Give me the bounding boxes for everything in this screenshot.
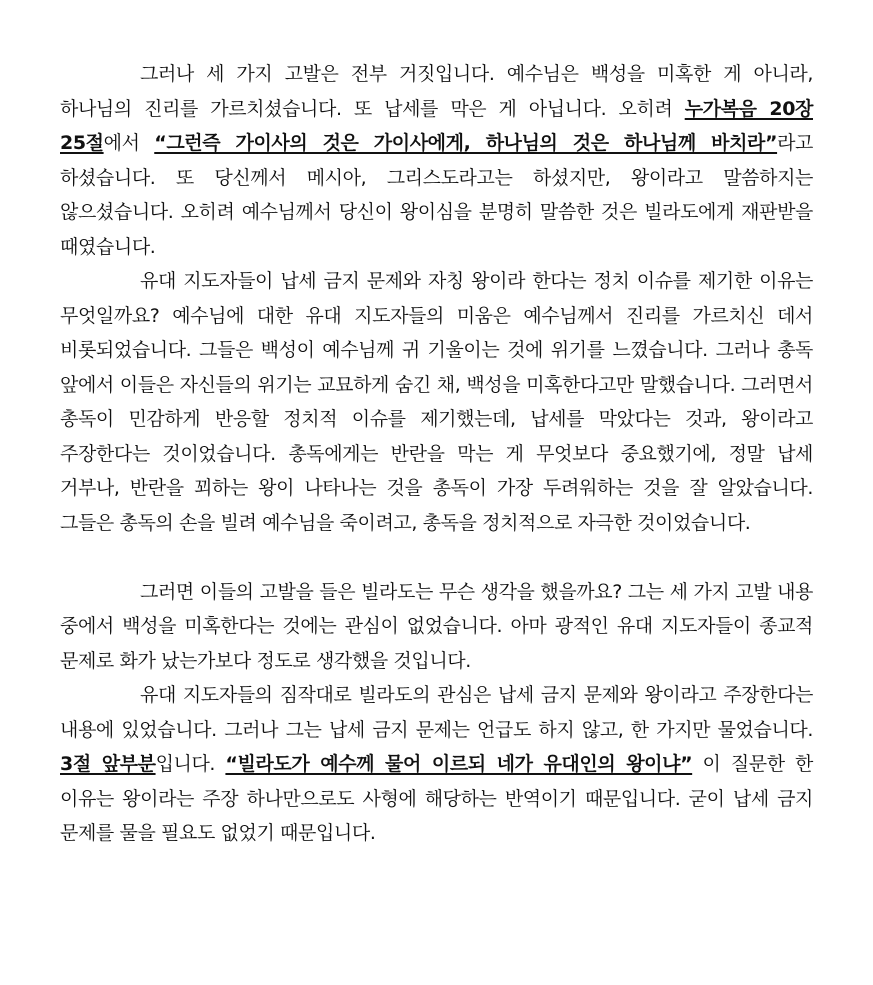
scripture-reference-luke: 누가복음 20장 25절 [60,97,813,154]
paragraph-1-text-1: 그러나 세 가지 고발은 전부 거짓입니다. 예수님은 백성을 미혹한 게 아니라, 하나님의 진리를 가르치셨습니다. 또 납세를 막은 게 아닙니다. 오히려 [60,63,813,120]
scripture-quote-pilate: “빌라도가 예수께 물어 이르되 네가 유대인의 왕이냐” [225,753,693,775]
paragraph-4 [60,678,813,851]
paragraph-1-text-3: 라고 하셨습니다. 또 당신께서 메시아, 그리스도라고는 하셨지만, 왕이라고 말씀하지는 않으셨습니다. 오히려 예수님께서 당신이 왕이심을 분명히 말씀한 것은 빌라도에게 재판받을 때였습니다. [60,132,813,258]
paragraph-4-text-2: 입니다. [155,753,226,775]
paragraph-3 [60,575,813,679]
paragraph-2-text: 유대 지도자들이 납세 금지 문제와 자칭 왕이라 한다는 정치 이슈를 제기한 이유는 무엇일까요? 예수님에 대한 유대 지도자들의 미움은 예수님께서 진리를 가르치신 데서 비롯되었습니다. 그들은 백성이 예수님께 귀 기울이는 것에 위기를 느꼈습니다. 그러나 총독 앞에서 이들은 자신들의 위기는 교묘하게 숨긴 채, 백성을 미혹한다고만 말했습니다. 그러면서 총독이 민감하게 반응할 정치적 이슈를 제기했는데, 납세를 막았다는 것과, 왕이라고 주장한다는 것이었습니다. 총독에게는 반란을 막는 게 무엇보다 중요했기에, 정말 납세 거부나, 반란을 꾀하는 왕이 나타나는 것을 총독이 가장 두려워하는 것을 잘 알았습니다. 그들은 총독의 손을 빌려 예수님을 죽이려고, 총독을 정치적으로 자극한 것이었습니다. [60,270,813,534]
paragraph-4-text-1: 유대 지도자들의 짐작대로 빌라도의 관심은 납세 금지 문제와 왕이라고 주장한다는 내용에 있었습니다. 그러나 그는 납세 금지 문제는 언급도 하지 않고, 한 가지만 물었습니다. [60,684,813,741]
paragraph-1-text-2: 에서 [103,132,155,154]
document-page [60,57,813,851]
paragraph-2 [60,264,813,540]
scripture-quote-caesar: “그런즉 가이사의 것은 가이사에게, 하나님의 것은 하나님께 바치라” [154,132,778,154]
scripture-reference-verse-3: 3절 앞부분 [60,753,156,775]
paragraph-4-text-3: 이 질문한 한 이유는 왕이라는 주장 하나만으로도 사형에 해당하는 반역이기 때문입니다. 굳이 납세 금지 문제를 물을 필요도 없었기 때문입니다. [60,753,813,844]
paragraph-1 [60,57,813,264]
paragraph-3-text: 그러면 이들의 고발을 들은 빌라도는 무슨 생각을 했을까요? 그는 세 가지 고발 내용 중에서 백성을 미혹한다는 것에는 관심이 없었습니다. 아마 광적인 유대 지도자들이 종교적 문제로 화가 났는가보다 정도로 생각했을 것입니다. [60,580,813,672]
paragraph-spacer [60,540,813,575]
